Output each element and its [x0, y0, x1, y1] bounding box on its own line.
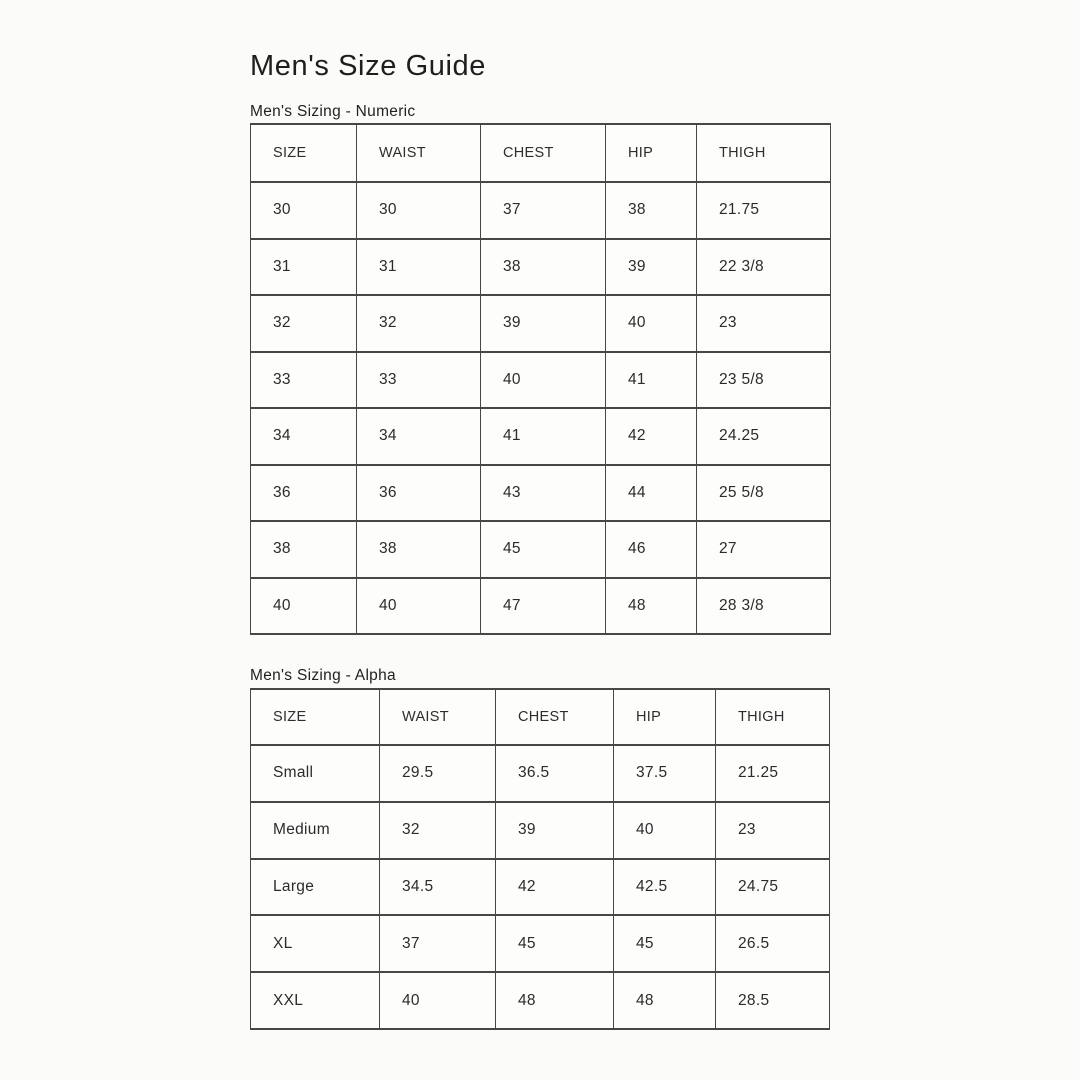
table-cell: 30 — [357, 182, 481, 239]
table-cell: 42 — [606, 408, 697, 465]
header-row — [251, 689, 830, 745]
table-cell: 40 — [380, 972, 496, 1029]
table-cell: 22 3/8 — [697, 239, 831, 296]
table-cell: 32 — [380, 802, 496, 859]
table-cell: 31 — [357, 239, 481, 296]
table-cell: 37.5 — [614, 745, 716, 802]
table-cell: 32 — [251, 295, 357, 352]
table-cell: 37 — [380, 915, 496, 972]
column-header: WAIST — [380, 689, 496, 745]
table-cell: 40 — [614, 802, 716, 859]
table-cell: 45 — [496, 915, 614, 972]
numeric-sizing-table — [250, 123, 831, 635]
table-row — [251, 182, 831, 239]
table-cell: 28 3/8 — [697, 578, 831, 635]
table-cell: Small — [251, 745, 380, 802]
table-cell: 48 — [614, 972, 716, 1029]
table-cell: 40 — [481, 352, 606, 409]
column-header: SIZE — [251, 124, 357, 182]
table-row — [251, 578, 831, 635]
table-cell: 23 — [697, 295, 831, 352]
header-row — [251, 124, 831, 182]
table-row — [251, 408, 831, 465]
column-header: HIP — [614, 689, 716, 745]
table-cell: 38 — [481, 239, 606, 296]
table-cell: 38 — [357, 521, 481, 578]
column-header: THIGH — [697, 124, 831, 182]
table-cell: XL — [251, 915, 380, 972]
table-cell: 38 — [251, 521, 357, 578]
table-cell: 40 — [357, 578, 481, 635]
table-cell: 46 — [606, 521, 697, 578]
table-cell: 40 — [606, 295, 697, 352]
column-header: CHEST — [481, 124, 606, 182]
table-cell: 41 — [481, 408, 606, 465]
table-cell: 23 5/8 — [697, 352, 831, 409]
table-cell: XXL — [251, 972, 380, 1029]
table-row — [251, 802, 830, 859]
table-cell: 23 — [716, 802, 830, 859]
table-cell: 45 — [481, 521, 606, 578]
table-cell: Large — [251, 859, 380, 916]
table-cell: 24.75 — [716, 859, 830, 916]
table-cell: 42 — [496, 859, 614, 916]
numeric-sizing-table-label: Men's Sizing - Numeric — [250, 103, 416, 120]
column-header: HIP — [606, 124, 697, 182]
alpha-sizing-table-label: Men's Sizing - Alpha — [250, 667, 396, 684]
table-cell: 38 — [606, 182, 697, 239]
table-cell: 34 — [251, 408, 357, 465]
table-cell: 33 — [357, 352, 481, 409]
table-cell: 30 — [251, 182, 357, 239]
table-cell: 39 — [606, 239, 697, 296]
table-cell: 48 — [496, 972, 614, 1029]
table-cell: 47 — [481, 578, 606, 635]
table-cell: 29.5 — [380, 745, 496, 802]
table-cell: 36.5 — [496, 745, 614, 802]
table-row — [251, 352, 831, 409]
table-cell: 36 — [251, 465, 357, 522]
table-cell: 34.5 — [380, 859, 496, 916]
table-cell: 21.25 — [716, 745, 830, 802]
page-title: Men's Size Guide — [250, 50, 486, 82]
table-row — [251, 972, 830, 1029]
table-cell: 36 — [357, 465, 481, 522]
table-cell: 45 — [614, 915, 716, 972]
column-header: CHEST — [496, 689, 614, 745]
table-cell: 24.25 — [697, 408, 831, 465]
table-cell: 26.5 — [716, 915, 830, 972]
table-cell: Medium — [251, 802, 380, 859]
table-cell: 37 — [481, 182, 606, 239]
table-cell: 27 — [697, 521, 831, 578]
table-cell: 44 — [606, 465, 697, 522]
table-cell: 34 — [357, 408, 481, 465]
table-row — [251, 521, 831, 578]
table-cell: 21.75 — [697, 182, 831, 239]
table-cell: 43 — [481, 465, 606, 522]
table-cell: 33 — [251, 352, 357, 409]
alpha-sizing-table — [250, 688, 830, 1030]
table-cell: 25 5/8 — [697, 465, 831, 522]
table-cell: 42.5 — [614, 859, 716, 916]
table-cell: 39 — [496, 802, 614, 859]
table-row — [251, 239, 831, 296]
column-header: SIZE — [251, 689, 380, 745]
table-row — [251, 859, 830, 916]
table-row — [251, 465, 831, 522]
table-cell: 32 — [357, 295, 481, 352]
table-cell: 41 — [606, 352, 697, 409]
table-row — [251, 745, 830, 802]
table-row — [251, 295, 831, 352]
table-row — [251, 915, 830, 972]
table-cell: 28.5 — [716, 972, 830, 1029]
table-cell: 39 — [481, 295, 606, 352]
table-cell: 31 — [251, 239, 357, 296]
table-cell: 48 — [606, 578, 697, 635]
column-header: WAIST — [357, 124, 481, 182]
table-cell: 40 — [251, 578, 357, 635]
column-header: THIGH — [716, 689, 830, 745]
